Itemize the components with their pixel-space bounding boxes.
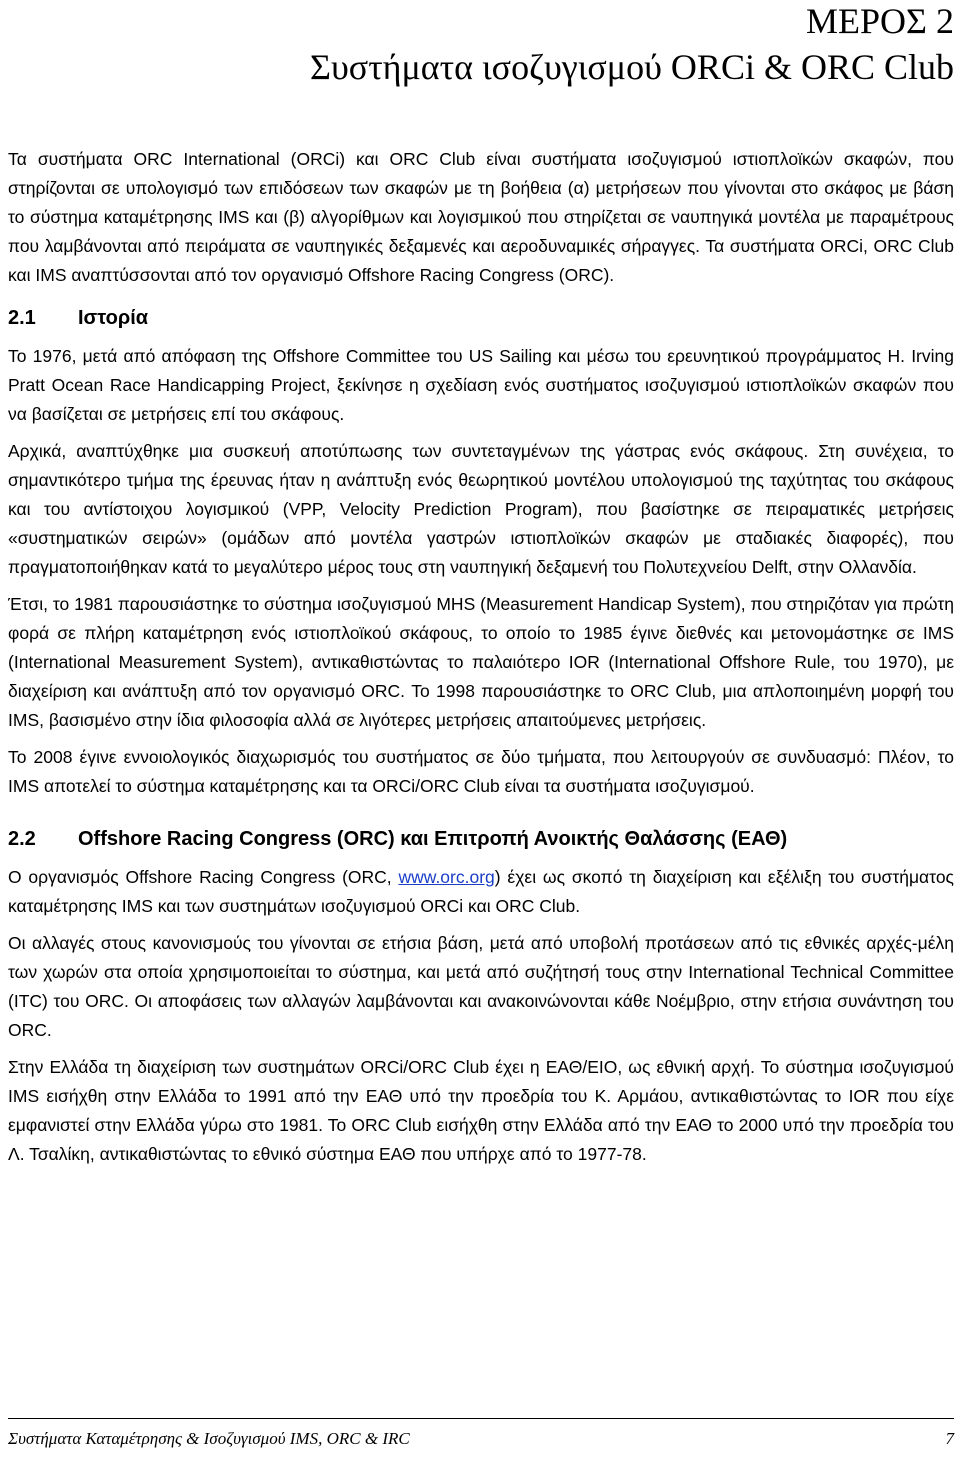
history-paragraph: Το 1976, μετά από απόφαση της Offshore Committee του US Sailing και μέσω του ερευνητικού προγράμματος H. Irving Pratt Ocean Race Handicapping Project, ξεκίνησε η σχεδίαση ενός συστήματος ισοζυγισμού ιστιοπλοϊκών σκαφών που να βασίζεται σε μετρήσεις επί του σκάφους.	[8, 346, 954, 424]
orc-text-before: Ο οργανισμός Offshore Racing Congress (ORC,	[8, 867, 399, 887]
history-paragraph: Έτσι, το 1981 παρουσιάστηκε το σύστημα ισοζυγισμού MHS (Measurement Handicap System), που στηριζόταν για πρώτη φορά σε πλήρη καταμέτρηση ενός ιστιοπλοϊκού σκάφους, το οποίο το 1985 έγινε διεθνές και μετονομάστηκε σε IMS (International Measurement System), αντικαθιστώντας το παλαιότερο IOR (International Offshore Rule, του 1970), με διαχείριση και ανάπτυξη από τον οργανισμό ORC. Το 1998 παρουσιάστηκε το ORC Club, μια απλοποιημένη μορφή του IMS, βασισμένο στην ίδια φιλοσοφία αλλά σε λιγότερες μετρήσεις απαιτούμενες μετρήσεις.	[8, 594, 954, 730]
section-number: 2.1	[8, 307, 36, 329]
section-title: Offshore Racing Congress (ORC) και Επιτροπή Ανοικτής Θαλάσσης (ΕΑΘ)	[78, 828, 788, 850]
orc-website-link[interactable]: www.orc.org	[398, 867, 495, 887]
section-title: Ιστορία	[78, 307, 149, 329]
orc-paragraph	[8, 863, 954, 921]
orc-text-after: ) έχει ως σκοπό τη διαχείριση και εξέλιξη του συστήματος καταμέτρησης IMS και των συστημάτων ισοζυγισμού ORCi και ORC Club.	[8, 867, 954, 916]
title-block	[8, 0, 954, 90]
document-page	[8, 0, 954, 1177]
section-number: 2.2	[8, 828, 36, 850]
intro-paragraph: Τα συστήματα ORC International (ORCi) και ORC Club είναι συστήματα ισοζυγισμού ιστιοπλοϊκών σκαφών, που στηρίζονται σε υπολογισμό των επιδόσεων των σκαφών με τη βοήθεια (α) μετρήσεων που γίνονται στο σκάφος με βάση το σύστημα καταμέτρησης IMS και (β) αλγορίθμων και λογισμικού που στηρίζεται σε ναυπηγικά μοντέλα με παραμέτρους που λαμβάνονται από πειράματα σε ναυπηγικές δεξαμενές και αεροδυναμικές σήραγγες. Τα συστήματα ORCi, ORC Club και IMS αναπτύσσονται από τον οργανισμό Offshore Racing Congress (ORC).	[8, 149, 954, 285]
section-heading-history	[8, 304, 954, 332]
history-paragraph: Το 2008 έγινε εννοιολογικός διαχωρισμός του συστήματος σε δύο τμήματα, που λειτουργούν σε συνδυασμό: Πλέον, το IMS αποτελεί το σύστημα καταμέτρησης και τα ORCi/ORC Club είναι τα συστήματα ισοζυγισμού.	[8, 747, 954, 796]
orc-paragraph: Οι αλλαγές στους κανονισμούς του γίνονται σε ετήσια βάση, μετά από υποβολή προτάσεων από τις εθνικές αρχές-μέλη των χωρών στα οποία χρησιμοποιείται το σύστημα, και μετά από συζήτησή τους στην International Technical Committee (ITC) του ORC. Οι αποφάσεις των αλλαγών λαμβάνονται και ανακοινώνονται κάθε Νοέμβριο, στην ετήσια συνάντηση του ORC.	[8, 933, 954, 1040]
page-number: 7	[945, 1429, 954, 1448]
part-label: ΜΕΡΟΣ 2	[806, 1, 954, 41]
history-paragraph: Αρχικά, αναπτύχθηκε μια συσκευή αποτύπωσης των συντεταγμένων της γάστρας ενός σκάφους. Στη συνέχεια, το σημαντικότερο τμήμα της έρευνας ήταν η ανάπτυξη ενός θεωρητικού μοντέλου υπολογισμού της ταχύτητας του σκάφους και του αντίστοιχου λογισμικού (VPP, Velocity Prediction Program), που βασίστηκε σε πειραματικές μετρήσεις «συστηματικών σειρών» (ομάδων από μοντέλα γαστρών ιστιοπλοϊκών σκαφών με σταδιακές διαφορές), που πραγματοποιήθηκαν κατά το μεγαλύτερο μέρος τους στη ναυπηγική δεξαμενή του Πολυτεχνείου Delft, στην Ολλανδία.	[8, 441, 954, 577]
footer-title: Συστήματα Καταμέτρησης & Ισοζυγισμού IMS, ORC & IRC	[8, 1429, 410, 1448]
page-title: Συστήματα ισοζυγισμού ORCi & ORC Club	[310, 47, 954, 87]
orc-paragraph: Στην Ελλάδα τη διαχείριση των συστημάτων ORCi/ORC Club έχει η ΕΑΘ/ΕΙΟ, ως εθνική αρχή. Το σύστημα ισοζυγισμού IMS εισήχθη στην Ελλάδα το 1991 από την ΕΑΘ υπό την προεδρία του Κ. Αρμάου, αντικαθιστώντας το IOR που είχε εμφανιστεί στην Ελλάδα γύρω στο 1981. Το ORC Club εισήχθη στην Ελλάδα από την ΕΑΘ το 2000 υπό την προεδρία του Λ. Τσαλίκη, αντικαθιστώντας το εθνικό σύστημα ΕΑΘ που υπήρχε από το 1977-78.	[8, 1057, 954, 1164]
section-heading-orc	[8, 825, 954, 853]
page-footer	[8, 1418, 954, 1459]
